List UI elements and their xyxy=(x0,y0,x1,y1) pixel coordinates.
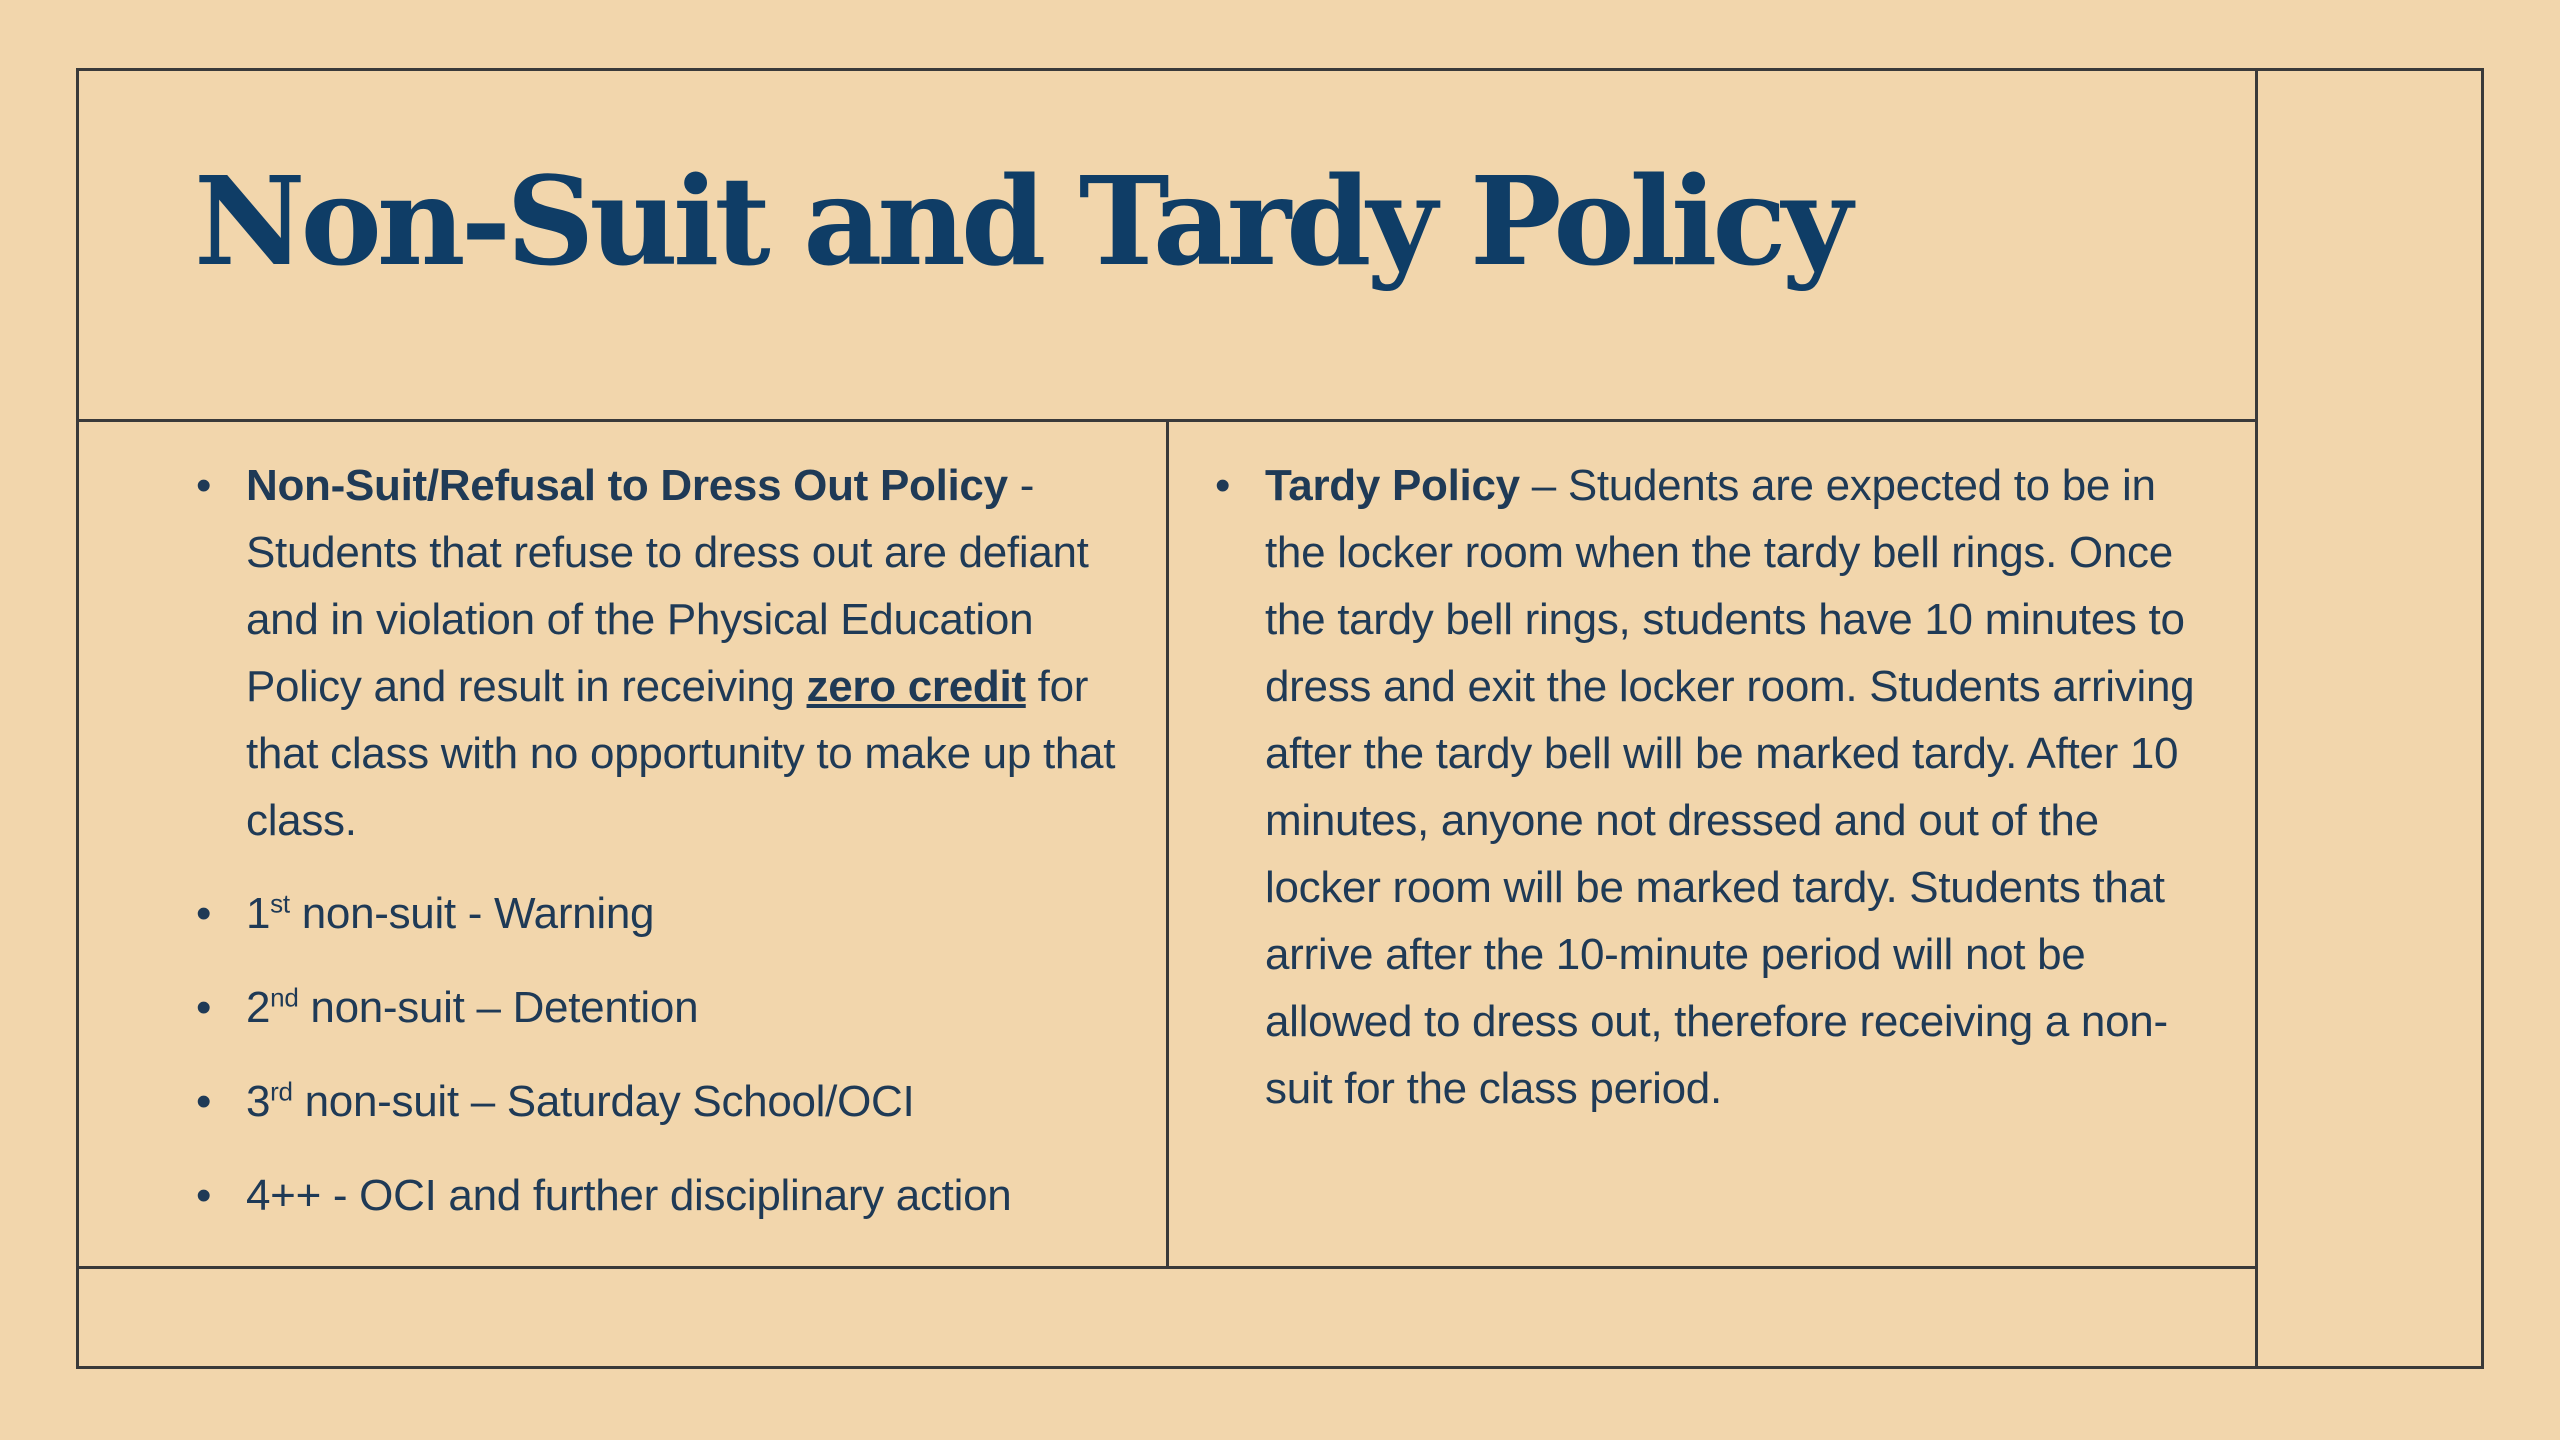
bullet-icon: • xyxy=(196,461,212,510)
ordinal-suffix: rd xyxy=(270,1076,293,1107)
non-suit-policy-heading: Non-Suit/Refusal to Dress Out Policy xyxy=(246,461,1008,510)
list-item xyxy=(196,1162,1116,1229)
frame-top-line xyxy=(76,68,2484,71)
frame-inner-vertical-line xyxy=(2255,68,2258,1369)
non-suit-policy-list xyxy=(196,452,1116,1229)
bullet-icon: • xyxy=(196,889,212,938)
slide-title: Non-Suit and Tardy Policy xyxy=(194,149,1848,293)
list-item xyxy=(196,1068,1116,1135)
consequence-text: non-suit - Warning xyxy=(289,889,655,938)
bullet-icon: • xyxy=(1215,461,1231,510)
non-suit-policy-text-end: for that class with no opportunity to make up that class. xyxy=(246,662,1116,845)
ordinal-number: 2 xyxy=(246,983,271,1032)
frame-left-line xyxy=(76,68,79,1369)
list-item xyxy=(196,880,1116,947)
ordinal-number: 3 xyxy=(246,1077,271,1126)
consequence-text: non-suit – Saturday School/OCI xyxy=(292,1077,915,1126)
bullet-icon: • xyxy=(196,1171,212,1220)
column-divider-line xyxy=(1166,419,1169,1269)
bullet-icon: • xyxy=(196,1077,212,1126)
ordinal-number: 1 xyxy=(246,889,271,938)
tardy-policy-list xyxy=(1215,452,2215,1122)
list-item xyxy=(196,974,1116,1041)
consequence-text: 4++ - OCI and further disciplinary action xyxy=(246,1171,1012,1220)
list-item xyxy=(196,452,1116,854)
ordinal-suffix: st xyxy=(270,888,290,919)
consequence-text: non-suit – Detention xyxy=(298,983,699,1032)
bullet-icon: • xyxy=(196,983,212,1032)
list-item xyxy=(1215,452,2215,1122)
frame-bottom-line xyxy=(76,1366,2484,1369)
frame-right-line xyxy=(2481,68,2484,1369)
zero-credit-emphasis: zero credit xyxy=(806,662,1026,711)
non-suit-policy-text: - Students that refuse to dress out are defiant and in violation of the Physical Education Policy and result in receiving xyxy=(246,461,1089,711)
ordinal-suffix: nd xyxy=(270,982,299,1013)
tardy-policy-heading: Tardy Policy xyxy=(1265,461,1520,510)
tardy-policy-text: – Students are expected to be in the locker room when the tardy bell rings. Once the tardy bell rings, students have 10 minutes to dress and exit the locker room. Students arriving after the tardy bell will be marked tardy. After 10 minutes, anyone not dressed and out of the locker room will be marked tardy. Students that arrive after the 10-minute period will not be allowed to dress out, therefore receiving a non-suit for the class period. xyxy=(1265,461,2195,1113)
